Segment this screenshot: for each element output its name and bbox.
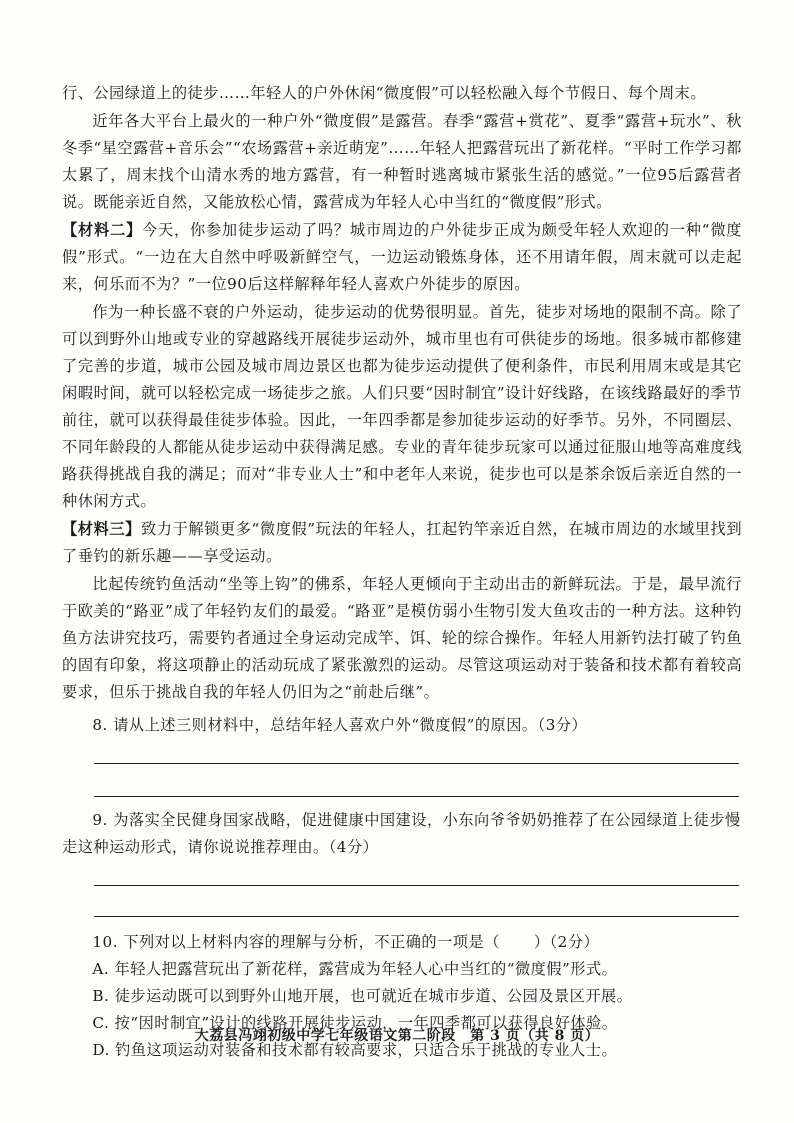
question-10-close-bracket: ） <box>533 933 550 951</box>
question-9-block <box>62 807 742 917</box>
page-footer: 大荔县冯翊初级中学七年级语文第二阶段 第 3 页（共 8 页） <box>194 1028 600 1044</box>
question-10 <box>62 929 742 956</box>
paragraph-camping: 近年各大平台上最火的一种户外“微度假”是露营。春季“露营+赏花”、夏季“露营+玩水”、秋冬季“星空露营+音乐会”“农场露营+亲近萌宠”……年轻人把露营玩出了新花样。“平时工作学习都太累了，周末找个山清水秀的地方露营，有一种暂时逃离城市紧张生活的感觉。”一位95后露营者说。既能亲近自然，又能放松心情，露营成为年轻人心中当红的“微度假”形式。 <box>62 112 742 211</box>
exam-content <box>62 80 742 1064</box>
question-8: 8. 请从上述三则材料中，总结年轻人喜欢户外“微度假”的原因。（3分） <box>92 716 588 734</box>
answer-line-q8-2[interactable] <box>94 796 739 797</box>
question-8-block <box>62 712 742 797</box>
question-10-score: （2分） <box>549 933 600 951</box>
material-three-paragraph <box>62 516 742 570</box>
paragraph-fishing: 比起传统钓鱼活动“坐等上钩”的佛系，年轻人更倾向于主动出击的新鲜玩法。于是，最早流行于欧美的“路亚”成了年轻钓友们的最爱。“路亚”是模仿弱小生物引发大鱼攻击的一种方法。这种钓鱼方法讲究技巧，需要钓者通过全身运动完成竿、饵、轮的综合操作。年轻人用新钓法打破了钓鱼的固有印象，将这项静止的活动玩成了紧张激烈的运动。尽管这项运动对于装备和技术都有着较高要求，但乐于挑战自我的年轻人仍旧为之“前赴后继”。 <box>62 575 742 701</box>
question-9: 9. 为落实全民健身国家战略，促进健康中国建设，小东向爷爷奶奶推荐了在公园绿道上徒步慢走这种运动形式，请你说说推荐理由。（4分） <box>62 811 741 856</box>
material-two-label: 【材料二】 <box>62 221 142 239</box>
paragraph-hiking-advantages: 作为一种长盛不衰的户外运动，徒步运动的优势很明显。首先，徒步对场地的限制不高。除了可以到野外山地或专业的穿越路线开展徒步运动外，城市里也有可供徒步的场地。很多城市都修建了完善的步道，城市公园及城市周边景区也都为徒步运动提供了便利条件，市民利用周末或是其它闲暇时间，就可以轻松完成一场徒步之旅。人们只要“因时制宜”设计好线路，在该线路最好的季节前往，就可以获得最佳徒步体验。因此，一年四季都是参加徒步运动的好季节。另外，不同圈层、不同年龄段的人都能从徒步运动中获得满足感。专业的青年徒步玩家可以通过征服山地等高难度线路获得挑战自我的满足；而对“非专业人士”和中老年人来说，徒步也可以是茶余饭后亲近自然的一种休闲方式。 <box>62 303 742 510</box>
option-d: D. 钓鱼这项运动对装备和技术都有较高要求，只适合乐于挑战的专业人士。 <box>92 1041 618 1059</box>
material-two-text: 今天，你参加徒步运动了吗？城市周边的户外徒步正成为颇受年轻人欢迎的一种“微度假”形式。“一边在大自然中呼吸新鲜空气，一边运动锻炼身体，还不用请年假，周末就可以走起来，何乐而不为？”一位90后这样解释年轻人喜欢户外徒步的原因。 <box>62 221 742 293</box>
option-b: B. 徒步运动既可以到野外山地开展，也可就近在城市步道、公园及景区开展。 <box>92 987 633 1005</box>
question-10-stem: 10. 下列对以上材料内容的理解与分析，不正确的一项是 <box>92 933 485 951</box>
material-two-paragraph <box>62 217 742 298</box>
answer-line-q9-2[interactable] <box>94 916 739 917</box>
material-three-text: 致力于解锁更多“微度假”玩法的年轻人，扛起钓竿亲近自然，在城市周边的水域里找到了垂钓的新乐趣——享受运动。 <box>62 520 743 565</box>
question-10-open-bracket: （ <box>484 933 500 951</box>
paragraph-continued: 行、公园绿道上的徒步……年轻人的户外休闲“微度假”可以轻松融入每个节假日、每个周末。 <box>62 84 707 102</box>
option-a: A. 年轻人把露营玩出了新花样，露营成为年轻人心中当红的“微度假”形式。 <box>92 960 618 978</box>
material-three-label: 【材料三】 <box>62 520 141 538</box>
option-c: C. 按“因时制宜”设计的线路开展徒步运动，一年四季都可以获得良好体验。 <box>92 1014 618 1032</box>
